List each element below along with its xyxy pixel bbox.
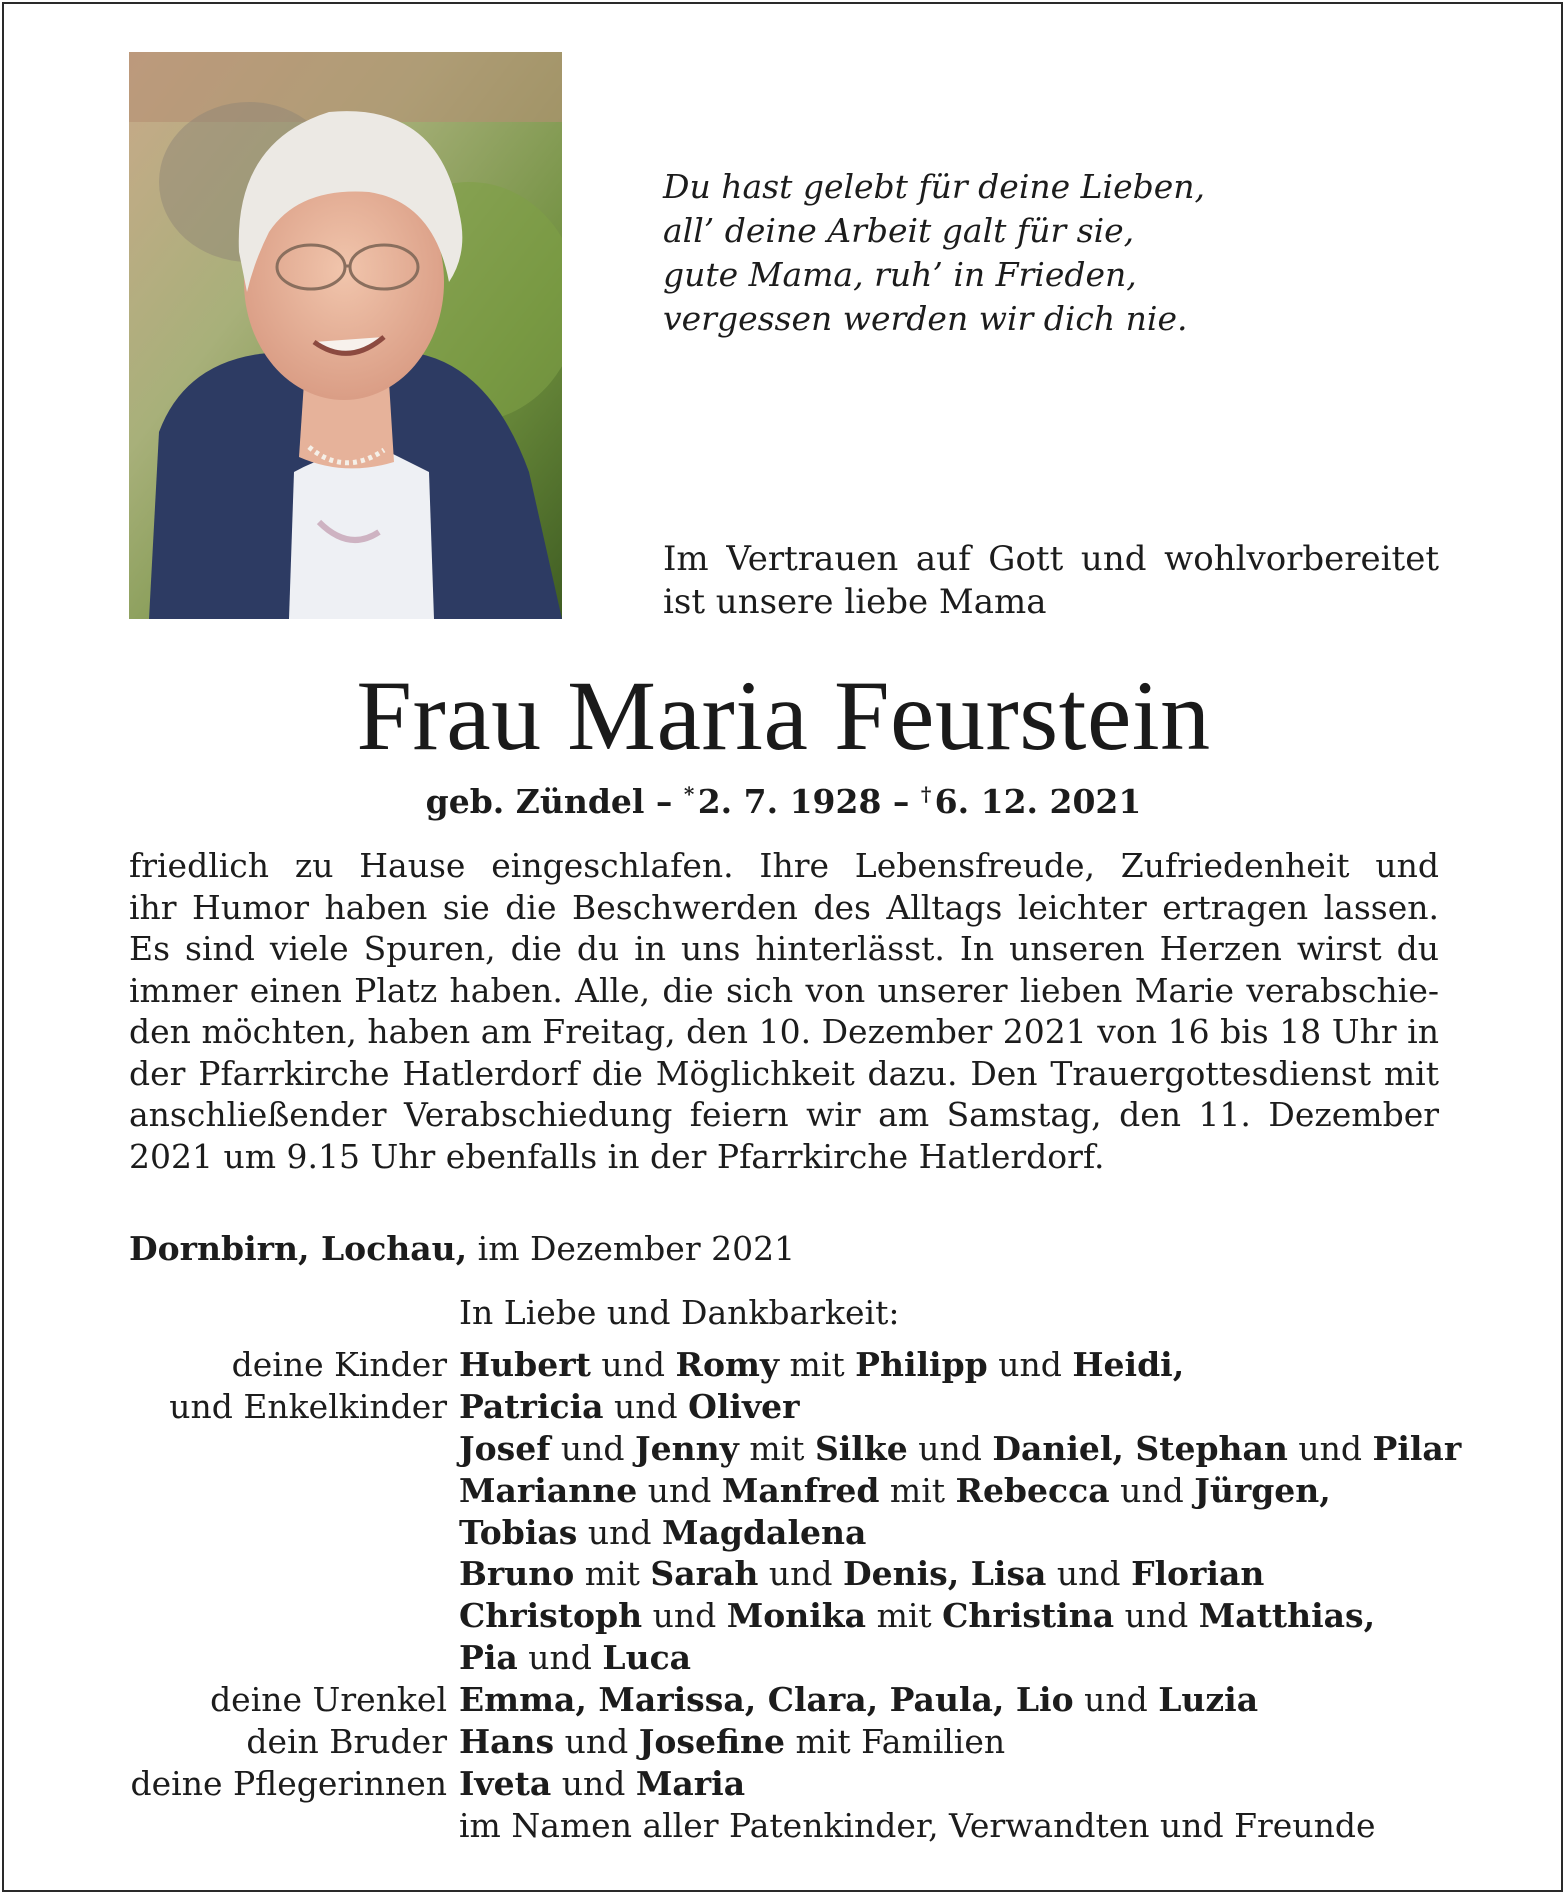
mourner-row (0, 1721, 1567, 1763)
connector-text: mit (584, 1554, 640, 1594)
person-name: Tobias (459, 1512, 578, 1552)
body-line: 2021 um 9.15 Uhr ebenfalls in der Pfarrkirche Hatlerdorf. (129, 1136, 1105, 1176)
connector-text: mit (789, 1345, 845, 1384)
death-symbol: † (920, 782, 932, 806)
person-name: Pia (459, 1638, 518, 1678)
death-date: 6. 12. 2021 (934, 782, 1142, 821)
connector-text: und (1056, 1554, 1121, 1594)
connector-text: und (561, 1763, 626, 1803)
mourner-names (459, 1595, 1375, 1637)
connector-text: und (560, 1428, 625, 1468)
mourner-row (0, 1679, 1567, 1721)
mourner-names (459, 1721, 1005, 1763)
connector-text: und (1084, 1680, 1148, 1720)
birth-name: geb. Zündel (425, 782, 645, 821)
verse-line: vergessen werden wir dich nie. (663, 299, 1188, 338)
person-name: Romy (675, 1345, 780, 1384)
person-name: Heidi, (1072, 1345, 1185, 1384)
person-name: Rebecca (955, 1470, 1110, 1510)
mourner-names (459, 1763, 745, 1805)
person-name: Florian (1131, 1554, 1265, 1594)
person-name: Monika (726, 1596, 867, 1636)
mourner-names (459, 1637, 691, 1679)
person-name: Philipp (855, 1345, 988, 1384)
person-name: Iveta (459, 1763, 552, 1803)
mourner-row (0, 1428, 1567, 1470)
mourner-row (0, 1512, 1567, 1554)
body-line: immer einen Platz haben. Alle, die sich von unserer lieben Marie verabschie- (129, 970, 1439, 1010)
mourner-row (0, 1386, 1567, 1428)
connector-text: und (647, 1470, 712, 1510)
connector-text: und (614, 1386, 678, 1426)
verse-line: Du hast gelebt für deine Lieben, (663, 167, 1206, 206)
connector-text: und (998, 1345, 1062, 1384)
person-name: Luzia (1158, 1680, 1259, 1720)
body-line: anschließender Verabschiedung feiern wir am Samstag, den 11. Dezember (129, 1095, 1439, 1134)
person-name: Jenny (635, 1428, 739, 1468)
body-line: ihr Humor haben sie die Beschwerden des Alltags leichter ertragen lassen. (129, 887, 1439, 927)
memorial-verse (663, 165, 1223, 341)
connector-text: und (564, 1722, 629, 1762)
mourner-names (459, 1470, 1331, 1512)
person-name: Magdalena (662, 1512, 867, 1552)
person-name: Josef (459, 1428, 551, 1468)
intro-text: Im Vertrauen auf Gott und wohlvorbereitet ist unsere liebe Mama (663, 539, 1439, 622)
connector-text: und (528, 1638, 592, 1678)
mourner-row (0, 1805, 1567, 1847)
mourner-names (459, 1386, 800, 1428)
place-towns: Dornbirn, Lochau, (129, 1229, 468, 1268)
connector-text: und (1298, 1428, 1363, 1468)
connector-text: und (1120, 1470, 1184, 1510)
person-name: Hubert (459, 1345, 591, 1384)
verse-line: gute Mama, ruh’ in Frieden, (663, 255, 1137, 294)
mourner-names (459, 1512, 866, 1554)
portrait-photo (129, 52, 562, 619)
birth-symbol: * (683, 782, 695, 806)
person-name: Sarah (650, 1554, 759, 1594)
connector-text: im Namen aller Patenkinder, Verwandten und Freunde (459, 1805, 1376, 1845)
mourner-names (459, 1428, 1461, 1470)
connector-text: und (601, 1345, 666, 1384)
mourner-names (459, 1805, 1375, 1847)
person-name: Hans (459, 1722, 555, 1762)
body-line: friedlich zu Hause eingeschlafen. Ihre Lebensfreude, Zufriedenheit und (129, 846, 1439, 885)
deceased-name: Frau Maria Feurstein (356, 660, 1211, 771)
connector-text: und (587, 1512, 652, 1552)
mourner-row (0, 1595, 1567, 1637)
mourner-row (0, 1637, 1567, 1679)
relation-label: deine Kinder (231, 1345, 447, 1384)
mourner-row (0, 1553, 1567, 1595)
person-name: Maria (635, 1763, 746, 1803)
person-name: Silke (814, 1428, 908, 1468)
mourner-row (0, 1344, 1567, 1386)
verse-line: all’ deine Arbeit galt für sie, (663, 211, 1135, 250)
relation-label: und Enkelkinder (169, 1386, 447, 1426)
connector-text: mit Familien (795, 1722, 1006, 1762)
obituary-text (129, 845, 1439, 1177)
person-name: Patricia (459, 1386, 604, 1426)
connector-text: mit (876, 1596, 932, 1636)
mourner-names (459, 1679, 1258, 1721)
person-name: Daniel, Stephan (992, 1428, 1288, 1468)
person-name: Christoph (459, 1596, 643, 1636)
person-name: Emma, Marissa, Clara, Paula, Lio (459, 1680, 1074, 1720)
connector-text: und (768, 1554, 833, 1594)
connector-text: und (918, 1428, 982, 1468)
connector-text: mit (889, 1470, 946, 1510)
person-name: Oliver (688, 1386, 800, 1426)
connector-text: und (1124, 1596, 1189, 1636)
person-name: Marianne (459, 1470, 638, 1510)
mourner-row (0, 1763, 1567, 1805)
relation-label: dein Bruder (246, 1722, 447, 1762)
person-name: Josefine (638, 1722, 785, 1762)
person-name: Christina (942, 1596, 1115, 1636)
place-date-line (129, 1227, 795, 1271)
mourners-list (0, 1344, 1567, 1847)
life-dates: geb. Zündel – * 2. 7. 1928 – † 6. 12. 2021 (425, 782, 1142, 821)
connector-text: mit (749, 1428, 805, 1468)
person-name: Jürgen, (1194, 1470, 1331, 1510)
birth-date: 2. 7. 1928 (697, 782, 882, 821)
body-line: der Pfarrkirche Hatlerdorf die Möglichkeit dazu. Den Trauergottesdienst mit (129, 1053, 1439, 1093)
thanks-line: In Liebe und Dankbarkeit: (459, 1293, 900, 1332)
person-name: Matthias, (1198, 1596, 1376, 1636)
body-line: den möchten, haben am Freitag, den 10. Dezember 2021 von 16 bis 18 Uhr in (129, 1012, 1439, 1051)
mourner-names (459, 1553, 1264, 1595)
person-name: Denis, Lisa (843, 1554, 1047, 1594)
person-name: Pilar (1372, 1428, 1462, 1468)
mourner-names (459, 1344, 1184, 1386)
relation-label: deine Pflegerinnen (130, 1763, 447, 1803)
relation-label: deine Urenkel (210, 1680, 447, 1720)
place-date: im Dezember 2021 (477, 1229, 796, 1268)
person-name: Bruno (459, 1554, 575, 1594)
person-name: Manfred (721, 1470, 880, 1510)
person-name: Luca (602, 1638, 692, 1678)
mourner-row (0, 1470, 1567, 1512)
connector-text: und (652, 1596, 717, 1636)
body-line: Es sind viele Spuren, die du in uns hinterlässt. In unseren Herzen wirst du (129, 929, 1439, 968)
